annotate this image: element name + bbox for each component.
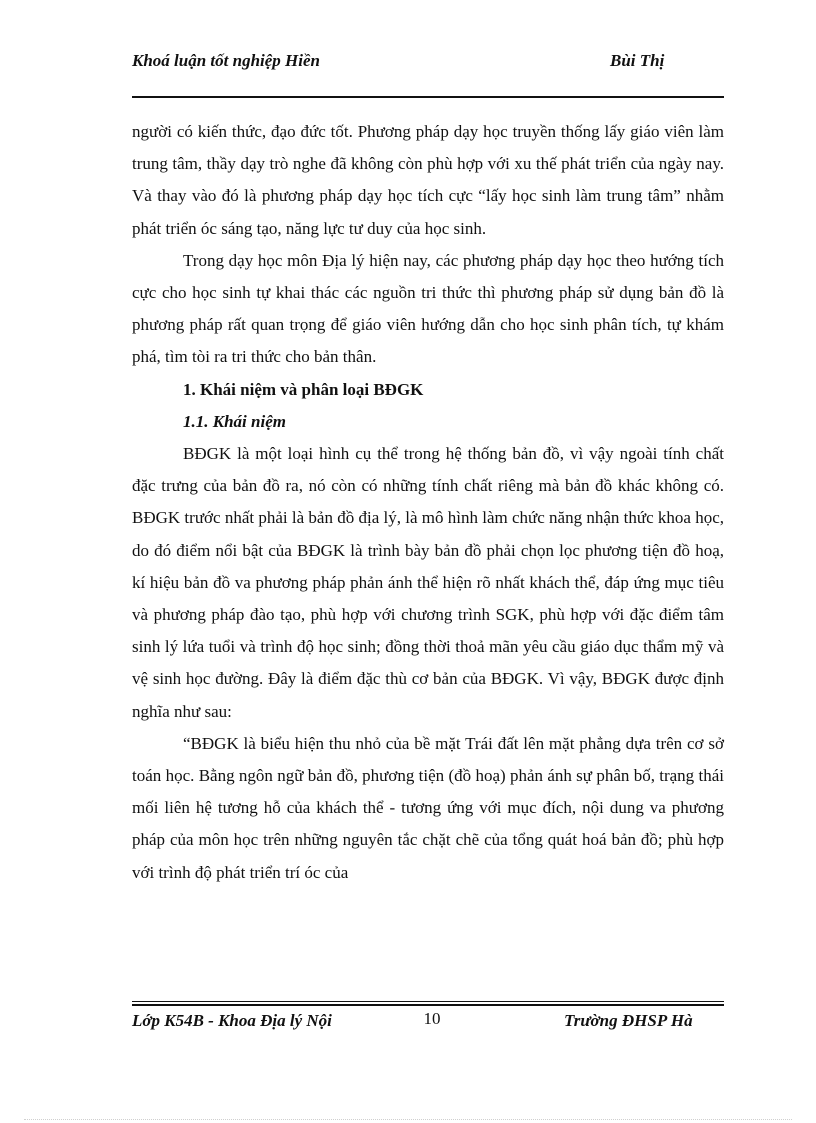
- page-number: 10: [423, 1009, 441, 1028]
- subsection-heading: 1.1. Khái niệm: [183, 411, 286, 431]
- paragraph-4: “BĐGK là biểu hiện thu nhỏ của bề mặt Trái đất lên mặt phẳng dựa trên cơ sở toán học. Bằng ngôn ngữ bản đồ, phương tiện (đồ hoạ) phản ánh sự phân bố, trạng thái mối liên hệ tương hỗ của khách thể - tương ứng với mục đích, nội dung va phương pháp của môn học trên những nguyên tắc chặt chẽ của tổng quát hoá bản đồ; phù hợp với trình độ phát triển trí óc của: [132, 733, 724, 882]
- page-edge-divider: [24, 1119, 792, 1120]
- footer-rule-thick: [132, 1004, 724, 1006]
- page-body: [132, 116, 724, 889]
- paragraph-1: người có kiến thức, đạo đức tốt. Phương pháp dạy học truyền thống lấy giáo viên làm trung tâm, thầy dạy trò nghe đã không còn phù hợp với xu thế phát triển của ngày nay. Và thay vào đó là phương pháp dạy học tích cực “lấy học sinh làm trung tâm” nhằm phát triển óc sáng tạo, năng lực tư duy của học sinh.: [132, 122, 724, 238]
- header-title: Khoá luận tốt nghiệp Hiền: [132, 51, 320, 70]
- section-heading: 1. Khái niệm và phân loại BĐGK: [183, 379, 424, 399]
- paragraph-2: Trong dạy học môn Địa lý hiện nay, các phương pháp dạy học theo hướng tích cực cho học sinh tự khai thác các nguồn tri thức thì phương pháp sử dụng bản đồ là phương pháp rất quan trọng để giáo viên hướng dẫn cho học sinh phân tích, tự khám phá, tìm tòi ra tri thức cho bản thân.: [132, 250, 724, 367]
- footer-rule-thin: [132, 1001, 724, 1002]
- header-author: Bùi Thị: [610, 51, 665, 70]
- footer-class: Lớp K54B - Khoa Địa lý Nội: [132, 1011, 332, 1030]
- header-rule: [132, 96, 724, 98]
- paragraph-3: BĐGK là một loại hình cụ thể trong hệ thống bản đồ, vì vậy ngoài tính chất đặc trưng của bản đồ ra, nó còn có những tính chất riêng mà bản đồ khác không có. BĐGK trước nhất phải là bản đồ địa lý, là mô hình làm chức năng nhận thức khoa học, do đó điểm nổi bật của BĐGK là trình bày bản đồ phải chọn lọc phương tiện đồ hoạ, kí hiệu bản đồ va phương pháp phản ánh thể hiện rõ nhất khách thể, đáp ứng mục tiêu và phương pháp đào tạo, phù hợp với chương trình SGK, phù hợp với đặc điểm tâm sinh lý lứa tuổi và trình độ học sinh; đồng thời thoả mãn yêu cầu giáo dục thẩm mỹ và vệ sinh học đường. Đây là điểm đặc thù cơ bản của BĐGK. Vì vậy, BĐGK được định nghĩa như sau:: [132, 444, 724, 721]
- footer-school: Trường ĐHSP Hà: [564, 1011, 693, 1030]
